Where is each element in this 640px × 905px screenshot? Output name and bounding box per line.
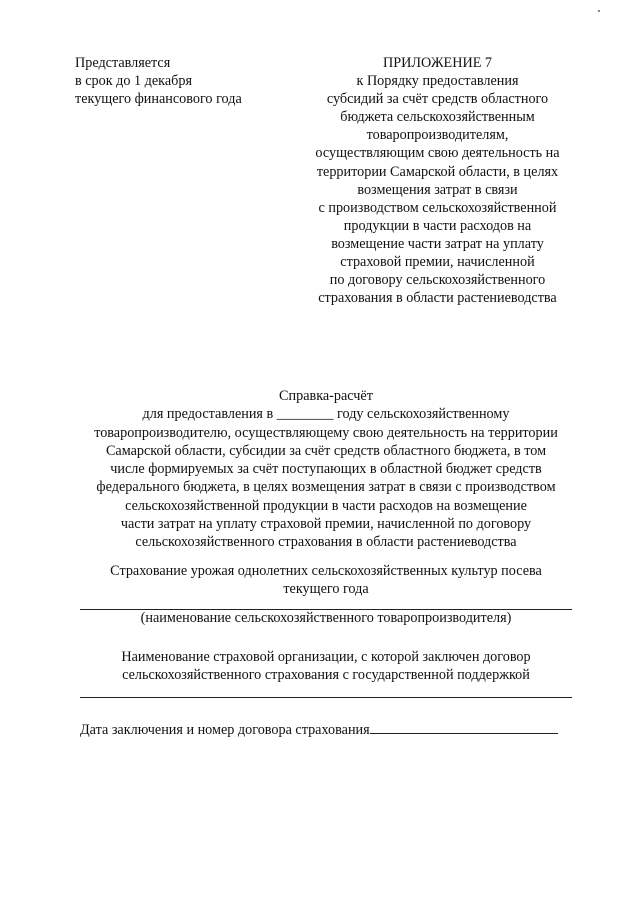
appendix-line: страховой премии, начисленной — [340, 254, 535, 271]
document-title: Справка-расчёт — [279, 388, 373, 404]
submission-note-line: Представляется — [75, 55, 171, 71]
appendix-line: продукции в части расходов на — [343, 217, 532, 234]
insurer-label-line: Наименование страховой организации, с которой заключен договор — [121, 649, 531, 665]
contract-date-label: Дата заключения и номер договора страхования — [80, 722, 370, 738]
title-line: числе формируемых за счёт поступающих в областной бюджет средств — [110, 461, 542, 478]
title-line — [70, 405, 582, 423]
appendix-line: бюджета сельскохозяйственным — [340, 109, 535, 126]
contract-date-field[interactable] — [370, 720, 558, 734]
appendix-line: субсидий за счёт средств областного — [326, 91, 549, 108]
title-line: товаропроизводителю, осуществляющему свою деятельность на территории — [94, 424, 558, 441]
insurer-label-line: сельскохозяйственного страхования с государственной поддержкой — [122, 667, 530, 683]
insurance-type-line: текущего года — [283, 581, 369, 597]
title-line: федерального бюджета, в целях возмещения затрат в связи с производством — [96, 479, 556, 496]
appendix-line: к Порядку предоставления — [356, 73, 519, 90]
appendix-line: по договору сельскохозяйственного — [329, 272, 546, 289]
appendix-line: страхования в области растениеводства — [318, 290, 557, 307]
appendix-line: товаропроизводителям, — [366, 127, 509, 144]
title-line: сельскохозяйственной продукции в части расходов на возмещение — [125, 497, 527, 514]
title-line: сельскохозяйственного страхования в области растениеводства — [135, 534, 517, 551]
appendix-title: ПРИЛОЖЕНИЕ 7 — [382, 55, 493, 71]
appendix-line: с производством сельскохозяйственной — [318, 199, 557, 216]
title-line: Самарской области, субсидии за счёт средств областного бюджета, в том — [105, 442, 547, 459]
appendix-line: возмещения затрат в связи — [357, 181, 518, 198]
insurer-label — [70, 648, 582, 684]
appendix-line: возмещение части затрат на уплату — [331, 235, 544, 252]
appendix-line: территории Самарской области, в целях — [316, 163, 559, 180]
submission-note — [75, 54, 242, 108]
scan-speck — [598, 10, 600, 12]
title-line-end: году сельскохозяйственному — [337, 406, 510, 423]
contract-date-row — [80, 720, 558, 739]
appendix-header — [300, 54, 575, 307]
submission-note-line: текущего финансового года — [75, 91, 242, 107]
title-line-start: для предоставления в — [142, 406, 274, 423]
submission-note-line: в срок до 1 декабря — [75, 73, 192, 89]
insurance-type — [70, 562, 582, 598]
insurance-type-line: Страхование урожая однолетних сельскохозяйственных культур посева — [110, 563, 542, 579]
insurer-name-field[interactable] — [80, 697, 572, 698]
year-blank[interactable]: ________ — [276, 406, 334, 423]
document-title-block — [70, 387, 582, 552]
title-line: части затрат на уплату страховой премии, начисленной по договору — [120, 516, 532, 533]
producer-name-caption: (наименование сельскохозяйственного товаропроизводителя) — [140, 610, 512, 626]
appendix-line: осуществляющим свою деятельность на — [315, 145, 560, 162]
